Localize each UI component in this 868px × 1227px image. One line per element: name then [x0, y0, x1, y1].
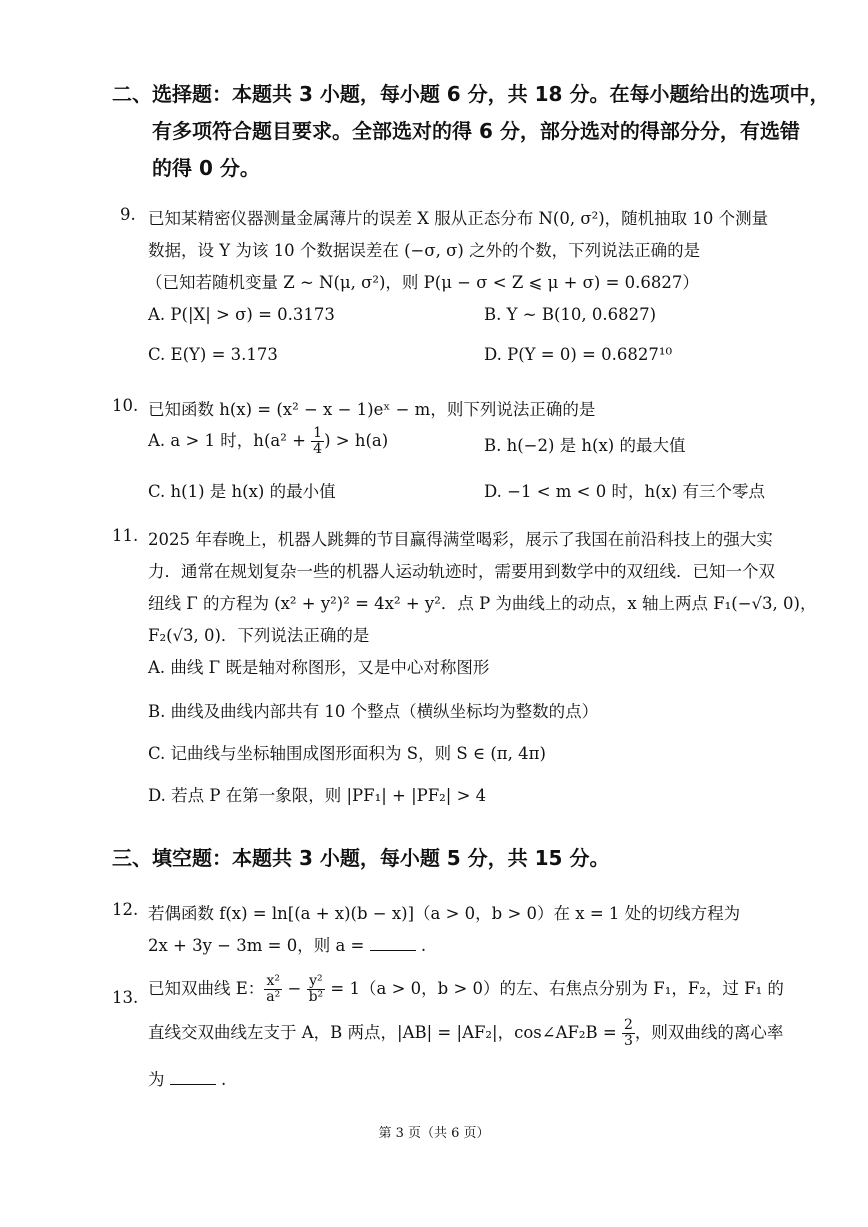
answer-blank[interactable] — [370, 936, 416, 951]
section-3-heading — [112, 840, 609, 877]
option-c: C. h(1) 是 h(x) 的最小值 — [148, 482, 336, 501]
question-text-prefix: 已知双曲线 E： — [148, 979, 265, 998]
fraction — [307, 974, 326, 1005]
question-number: 13. — [112, 988, 139, 1007]
page-footer: 第 3 页（共 6 页） — [378, 1126, 490, 1141]
section-2-line-3: 的得 0 分。 — [152, 156, 260, 180]
question-text-line: F₂(√3, 0)．下列说法正确的是 — [148, 626, 370, 645]
fraction-denominator: 4 — [313, 441, 323, 457]
question-text-prefix: 直线交双曲线左支于 A，B 两点，|AB| = |AF₂|，cos∠AF₂B = — [148, 1023, 622, 1042]
question-text-line: 力．通常在规划复杂一些的机器人运动轨迹时，需要用到数学中的双纽线．已知一个双 — [148, 562, 775, 581]
question-text-prefix: 为 — [148, 1070, 170, 1089]
option-a-prefix: A. a > 1 时，h — [148, 431, 264, 450]
option-a-suffix: ) > h(a) — [324, 431, 389, 450]
question-text-line: 已知某精密仪器测量金属薄片的误差 X 服从正态分布 N(0, σ²)，随机抽取 10 个测量 — [148, 209, 769, 228]
option-b: B. 曲线及曲线内部共有 10 个整点（横纵坐标均为整数的点） — [148, 702, 599, 721]
fraction-denominator: 3 — [624, 1033, 633, 1049]
question-9 — [120, 205, 820, 370]
option-c: C. E(Y) = 3.173 — [148, 345, 278, 364]
fraction-numerator: x² — [264, 974, 282, 990]
fraction-numerator: y² — [307, 974, 326, 990]
question-number: 11. — [112, 526, 139, 545]
option-a — [148, 426, 388, 457]
question-text-suffix: . — [215, 1070, 227, 1089]
question-text-line: 纽线 Γ 的方程为 (x² + y²)² = 4x² + y²．点 P 为曲线上的动点，x 轴上两点 F₁(−√3, 0)， — [148, 594, 817, 613]
minus-sign: − — [282, 979, 307, 998]
section-2-line-1: 二、选择题：本题共 3 小题，每小题 6 分，共 18 分。在每小题给出的选项中， — [112, 82, 830, 106]
option-d: D. 若点 P 在第一象限，则 |PF₁| + |PF₂| > 4 — [148, 786, 487, 805]
fraction-numerator: 2 — [624, 1017, 633, 1033]
question-text-line: 若偶函数 f(x) = ln[(a + x)(b − x)]（a > 0，b > 0）在 x = 1 处的切线方程为 — [148, 904, 741, 923]
section-2-line-2: 有多项符合题目要求。全部选对的得 6 分，部分选对的得部分分，有选错 — [152, 119, 800, 143]
option-a: A. 曲线 Γ 既是轴对称图形，又是中心对称图形 — [148, 658, 490, 677]
option-d: D. P(Y = 0) = 0.6827¹⁰ — [484, 345, 673, 364]
question-text-suffix: . — [415, 936, 427, 955]
question-11 — [112, 526, 817, 806]
question-text-line — [148, 1066, 226, 1090]
question-13 — [112, 972, 812, 1092]
option-b: B. h(−2) 是 h(x) 的最大值 — [484, 436, 686, 455]
question-text-prefix: 2x + 3y − 3m = 0，则 a = — [148, 936, 370, 955]
fraction-denominator: b² — [308, 989, 324, 1005]
question-text-suffix: ，则双曲线的离心率 — [634, 1023, 784, 1042]
question-text-line — [148, 974, 784, 1005]
question-text-line: （已知若随机变量 Z ~ N(μ, σ²)，则 P(μ − σ < Z ⩽ μ + σ) = 0.6827） — [146, 273, 699, 292]
question-text-line: 数据，设 Y 为该 10 个数据误差在 (−σ, σ) 之外的个数，下列说法正确的是 — [148, 241, 701, 260]
question-number: 9. — [120, 205, 136, 224]
section-3-line-1: 三、填空题：本题共 3 小题，每小题 5 分，共 15 分。 — [112, 846, 610, 870]
fraction — [622, 1018, 635, 1049]
question-text-line — [148, 1018, 783, 1049]
question-number: 10. — [112, 396, 139, 415]
question-12 — [112, 900, 812, 960]
option-d: D. −1 < m < 0 时，h(x) 有三个零点 — [484, 482, 766, 501]
option-a-mid: (a² + — [263, 431, 312, 450]
option-a: A. P(|X| > σ) = 0.3173 — [148, 305, 335, 324]
fraction — [311, 426, 324, 457]
answer-blank[interactable] — [170, 1070, 216, 1085]
question-text-line: 2025 年春晚上，机器人跳舞的节目赢得满堂喝彩，展示了我国在前沿科技上的强大实 — [148, 530, 773, 549]
question-text-line — [148, 932, 426, 956]
fraction — [264, 974, 282, 1005]
question-10 — [112, 396, 812, 506]
question-text-suffix: = 1（a > 0，b > 0）的左、右焦点分别为 F₁，F₂，过 F₁ 的 — [325, 979, 784, 998]
fraction-denominator: a² — [266, 989, 281, 1005]
question-number: 12. — [112, 900, 139, 919]
question-text-line: 已知函数 h(x) = (x² − x − 1)eˣ − m，则下列说法正确的是 — [148, 400, 596, 419]
option-b: B. Y ~ B(10, 0.6827) — [484, 305, 657, 324]
option-c: C. 记曲线与坐标轴围成图形面积为 S，则 S ∈ (π, 4π) — [148, 744, 546, 763]
fraction-numerator: 1 — [313, 425, 323, 441]
section-2-heading — [112, 76, 829, 187]
